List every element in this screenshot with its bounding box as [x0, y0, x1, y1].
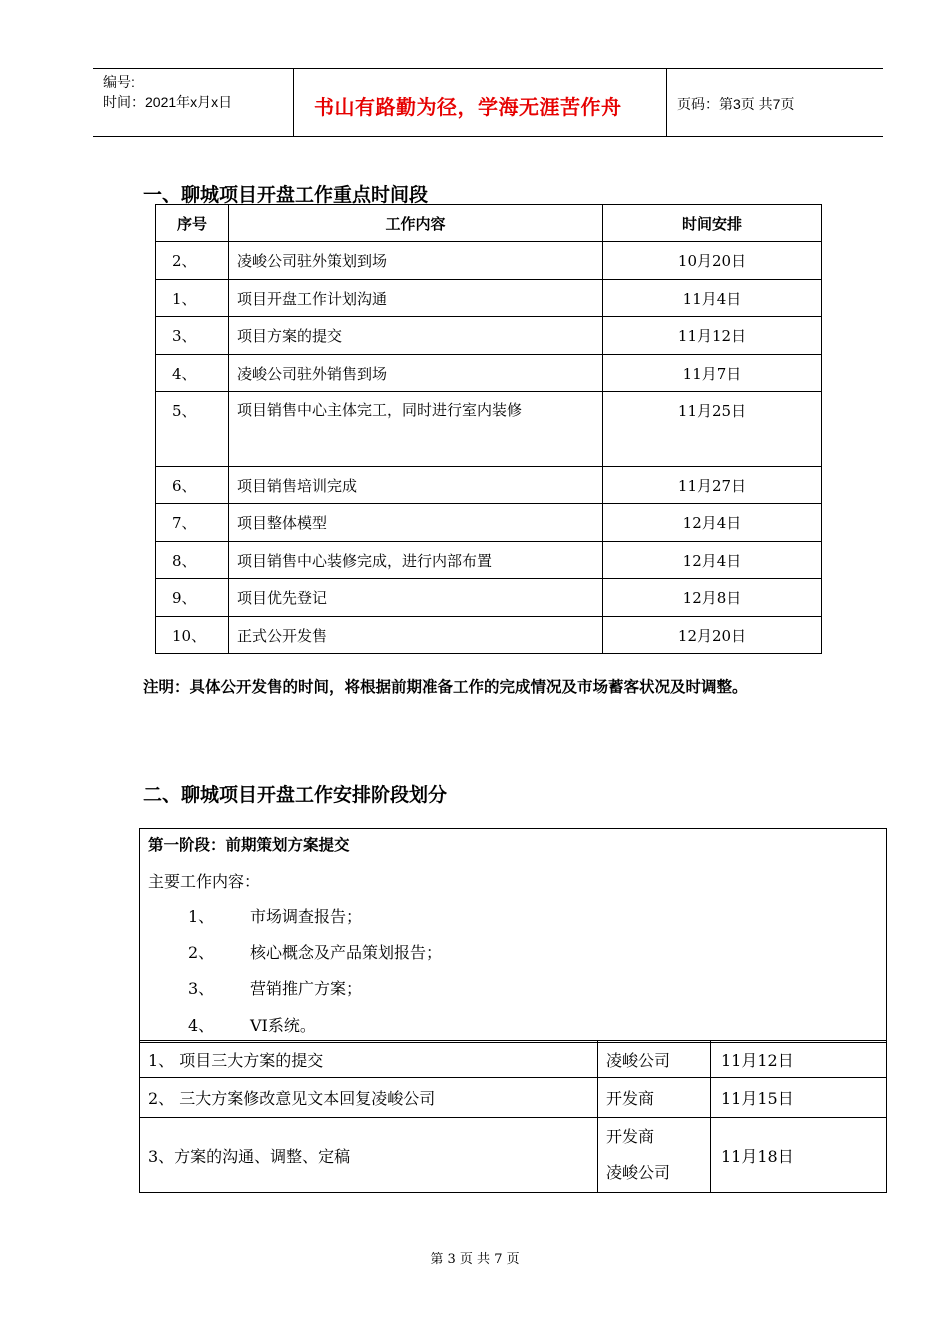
row-date: 11月7日	[682, 365, 742, 383]
row-content: 凌峻公司驻外销售到场	[237, 365, 388, 383]
row-no: 7、	[172, 514, 197, 532]
party-cell: 凌峻公司	[598, 1041, 711, 1078]
phase-box	[139, 828, 887, 1043]
row-date: 11月27日	[677, 477, 747, 495]
task-cell: 1、 项目三大方案的提交	[140, 1041, 598, 1078]
table-row	[156, 617, 822, 654]
column-header-no: 序号	[156, 205, 229, 242]
table-row	[156, 280, 822, 317]
row-no: 5、	[172, 402, 197, 420]
table-row	[156, 355, 822, 392]
document-number-label: 编号:	[103, 74, 135, 90]
party-cell: 开发商	[598, 1078, 711, 1118]
document-time-label: 时间：2021年x月x日	[103, 94, 233, 110]
row-no: 4、	[172, 365, 197, 383]
party-line: 凌峻公司	[606, 1163, 671, 1182]
list-item-text: 核心概念及产品策划报告；	[250, 943, 443, 962]
phase-title: 第一阶段：前期策划方案提交	[148, 836, 350, 854]
row-no: 1、	[172, 290, 197, 308]
date-cell: 11月15日	[711, 1078, 887, 1118]
row-no: 10、	[172, 627, 207, 645]
list-item-text: VI系统。	[250, 1016, 316, 1035]
header-motto: 书山有路勤为径，学海无涯苦作舟	[314, 95, 622, 119]
row-date: 11月4日	[682, 290, 742, 308]
row-no: 3、	[172, 327, 197, 345]
table-row	[156, 392, 822, 467]
row-content: 项目销售培训完成	[237, 477, 358, 495]
row-no: 9、	[172, 589, 197, 607]
schedule-table	[155, 204, 822, 654]
list-item-no: 3、	[188, 979, 215, 998]
row-content: 项目整体模型	[237, 514, 328, 532]
column-header-content: 工作内容	[229, 205, 603, 242]
schedule-note: 注明：具体公开发售的时间，将根据前期准备工作的完成情况及市场蓄客状况及时调整。	[143, 678, 748, 696]
table-row	[140, 1041, 887, 1078]
schedule-table-header	[156, 205, 822, 242]
list-item-text: 营销推广方案；	[250, 979, 363, 998]
row-date: 12月8日	[682, 589, 742, 607]
row-date: 12月4日	[682, 552, 742, 570]
section2-title: 二、聊城项目开盘工作安排阶段划分	[143, 784, 448, 806]
list-item-no: 4、	[188, 1016, 215, 1035]
page-footer: 第 3 页 共 7 页	[430, 1252, 520, 1267]
row-content: 项目优先登记	[237, 589, 328, 607]
date-cell: 11月12日	[711, 1041, 887, 1078]
row-no: 8、	[172, 552, 197, 570]
table-row	[156, 504, 822, 542]
phase-task-table	[139, 1040, 887, 1193]
header-page-label: 页码：第3页 共7页	[677, 96, 795, 112]
table-row	[156, 317, 822, 355]
row-content: 正式公开发售	[237, 627, 328, 645]
row-content: 项目方案的提交	[237, 327, 343, 345]
table-row	[156, 542, 822, 579]
header-meta-cell	[93, 69, 294, 136]
row-date: 11月25日	[677, 402, 747, 420]
list-item-no: 1、	[188, 907, 215, 926]
table-row	[156, 467, 822, 504]
header-motto-cell	[294, 69, 667, 136]
row-content: 项目开盘工作计划沟通	[237, 290, 388, 308]
row-date: 10月20日	[677, 252, 747, 270]
row-content: 项目销售中心装修完成，进行内部布置	[237, 552, 493, 570]
date-cell: 11月18日	[711, 1118, 887, 1193]
table-row	[140, 1078, 887, 1118]
row-content: 项目销售中心主体完工，同时进行室内装修	[237, 401, 523, 419]
page-header	[93, 68, 883, 137]
list-item-text: 市场调查报告；	[250, 907, 363, 926]
row-date: 12月4日	[682, 514, 742, 532]
party-line: 开发商	[606, 1127, 655, 1146]
task-cell: 3、方案的沟通、调整、定稿	[140, 1118, 598, 1193]
list-item-no: 2、	[188, 943, 215, 962]
row-no: 2、	[172, 252, 197, 270]
row-date: 12月20日	[677, 627, 747, 645]
table-row	[140, 1118, 887, 1193]
row-date: 11月12日	[677, 327, 747, 345]
row-content: 凌峻公司驻外策划到场	[237, 252, 388, 270]
column-header-date: 时间安排	[603, 205, 822, 242]
header-page-cell	[667, 69, 883, 136]
table-row	[156, 579, 822, 617]
main-work-label: 主要工作内容：	[148, 872, 261, 891]
table-row	[156, 242, 822, 280]
task-cell: 2、 三大方案修改意见文本回复凌峻公司	[140, 1078, 598, 1118]
section1-title: 一、聊城项目开盘工作重点时间段	[143, 184, 429, 206]
row-no: 6、	[172, 477, 197, 495]
party-cell	[598, 1118, 711, 1193]
